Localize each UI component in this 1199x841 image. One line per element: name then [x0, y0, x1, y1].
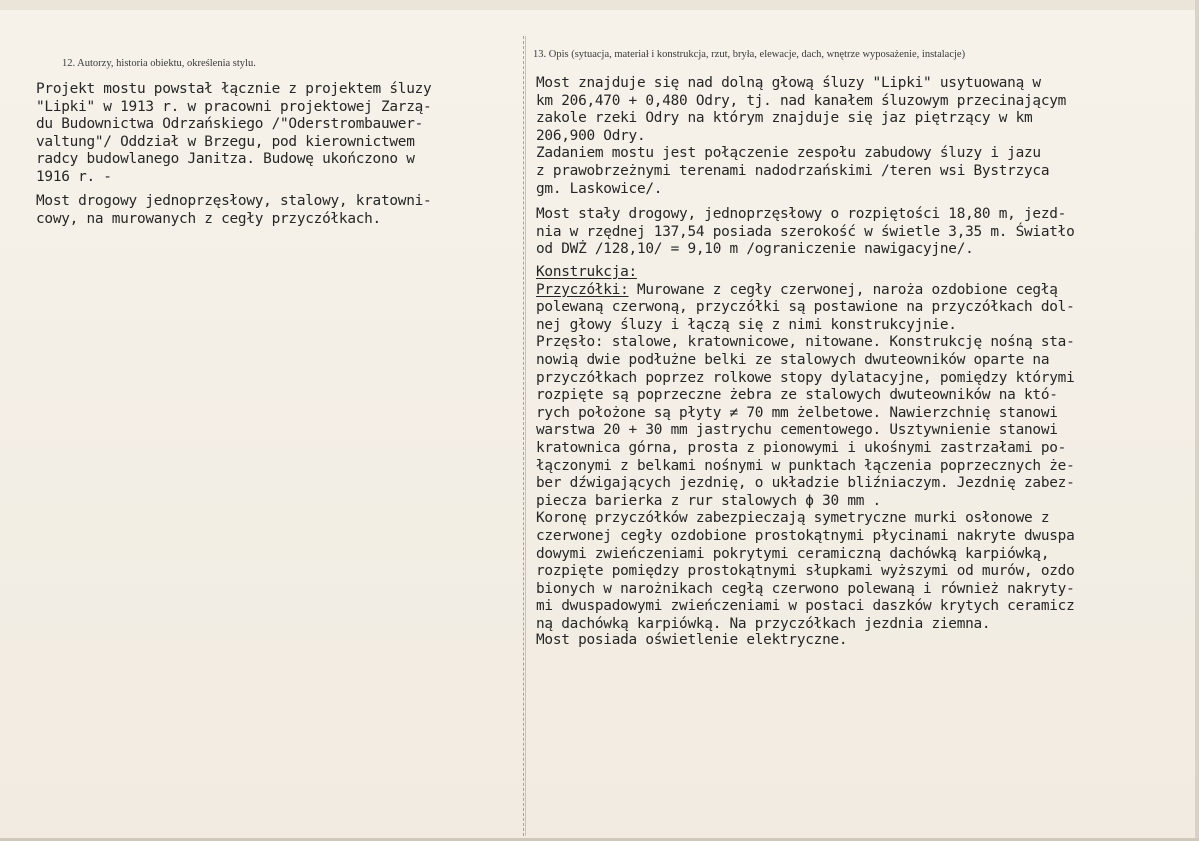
text-line: przyczółkach poprzez rolkowe stopy dylatacyjne, pomiędzy którymi — [536, 369, 1075, 386]
text-line: nej głowy śluzy i łączą się z nimi konstrukcyjnie. — [536, 316, 957, 333]
card-top-edge — [0, 0, 1199, 10]
text-line: dowymi zwieńczeniami pokrytymi ceramiczną dachówką karpiówką, — [536, 545, 1050, 562]
column-divider-rule — [525, 36, 526, 836]
text-line: warstwa 20 + 30 mm jastrychu cementowego. Usztywnienie stanowi — [536, 422, 1058, 439]
text-line: "Lipki" w 1913 r. w pracowni projektowej Zarzą- — [36, 98, 432, 115]
text-line: zakole rzeki Odry na którym znajduje się jaz piętrzący w km — [536, 110, 1033, 127]
text-line: polewaną czerwoną, przyczółki są postawione na przyczółkach dol- — [536, 299, 1075, 316]
text-line: gm. Laskowice/. — [536, 180, 663, 197]
text-line: Zadaniem mostu jest połączenie zespołu zabudowy śluzy i jazu — [536, 145, 1041, 162]
text-line: radcy budowlanego Janitza. Budowę ukończono w — [36, 151, 415, 168]
text-line: du Budownictwa Odrzańskiego /"Oderstrombauwer- — [36, 116, 424, 133]
text-line: 1916 r. - — [36, 168, 112, 185]
abutments-label: Przyczółki: — [536, 281, 629, 298]
text-line: km 206,470 + 0,480 Odry, tj. nad kanałem śluzowym przecinającym — [536, 92, 1067, 109]
section-13-heading: 13. Opis (sytuacja, materiał i konstrukcja, rzut, bryła, elewacje, dach, wnętrze wyposażenie, instalacje) — [533, 49, 966, 60]
text-line: Most stały drogowy, jednoprzęsłowy o rozpiętości 18,80 m, jezd- — [536, 206, 1067, 222]
text-line: czerwonej cegły ozdobione prostokątnymi płycinami nakryte dwuspa — [536, 527, 1075, 544]
text-line: ną dachówką karpiówką. Na przyczółkach jezdnia ziemna. — [536, 615, 991, 632]
text-line — [536, 282, 1075, 300]
column-divider — [523, 36, 524, 836]
section-12-heading: 12. Autorzy, historia obiektu, określenia stylu. — [62, 58, 256, 69]
text-line: ber dźwigających jezdnię, o układzie bliźniaczym. Jezdnię zabez- — [536, 475, 1075, 492]
section-13-construction-paragraph — [536, 264, 1075, 633]
text-line: łączonymi z belkami nośnymi w punktach łączenia poprzecznych że- — [536, 457, 1075, 474]
text-line: Przęsło: stalowe, kratownicowe, nitowane. Konstrukcję nośną sta- — [536, 334, 1075, 351]
text-line: od DWŻ /128,10/ = 9,10 m /ograniczenie nawigacyjne/. — [536, 241, 974, 258]
abutments-text: Murowane z cegły czerwonej, naroża ozdobione cegłą — [628, 281, 1058, 298]
section-12-paragraph-2 — [36, 193, 431, 228]
text-line: rych położone są płyty ≠ 70 mm żelbetowe. Nawierzchnię stanowi — [536, 404, 1058, 421]
section-12-paragraph-1 — [36, 81, 431, 187]
text-line: kratownica górna, prosta z pionowymi i ukośnymi zastrzałami po- — [536, 439, 1067, 456]
text-line: Projekt mostu powstał łącznie z projektem śluzy — [36, 81, 432, 97]
text-line: Most znajduje się nad dolną głową śluzy "Lipki" usytuowaną w — [536, 75, 1041, 91]
section-13-location-paragraph — [536, 75, 1066, 198]
text-line: Koronę przyczółków zabezpieczają symetryczne murki osłonowe z — [536, 510, 1050, 527]
text-line: z prawobrzeżnymi terenami nadodrzańskimi /teren wsi Bystrzyca — [536, 162, 1050, 179]
construction-label: Konstrukcja: — [536, 264, 637, 280]
section-13-lighting-paragraph — [536, 632, 847, 650]
text-line: valtung"/ Oddział w Brzegu, pod kierownictwem — [36, 133, 415, 150]
text-line: piecza barierka z rur stalowych ϕ 30 mm . — [536, 492, 881, 509]
text-line: rozpięte są poprzeczne żebra ze stalowych dwuteowników na któ- — [536, 387, 1058, 404]
text-line: nowią dwie podłużne belki ze stalowych dwuteowników oparte na — [536, 351, 1050, 368]
text-line: cowy, na murowanych z cegły przyczółkach. — [36, 210, 381, 227]
text-line — [536, 264, 1075, 282]
text-line: nia w rzędnej 137,54 posiada szerokość w świetle 3,35 m. Światło — [536, 223, 1075, 240]
text-line: mi dwuspadowymi zwieńczeniami w postaci daszków krytych ceramicz — [536, 598, 1075, 615]
text-line: bionych w narożnikach cegłą czerwono polewaną i również nakryty- — [536, 580, 1075, 597]
card-right-edge — [1195, 0, 1199, 841]
text-line: Most posiada oświetlenie elektryczne. — [536, 632, 848, 648]
text-line: rozpięte pomiędzy prostokątnymi słupkami wyższymi od murów, ozdo — [536, 563, 1075, 580]
text-line: 206,900 Odry. — [536, 127, 646, 144]
section-13-dimensions-paragraph — [536, 206, 1075, 259]
text-line: Most drogowy jednoprzęsłowy, stalowy, kratowni- — [36, 193, 432, 209]
